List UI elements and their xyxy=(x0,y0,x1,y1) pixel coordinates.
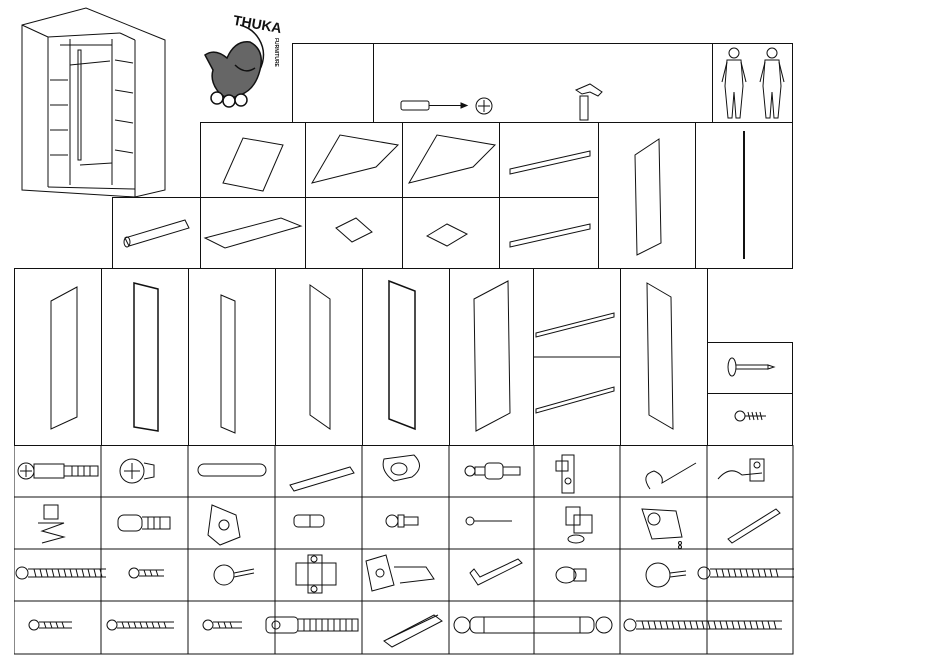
bushing-icon xyxy=(556,567,586,583)
part-flat-panel xyxy=(200,122,306,198)
flat-screw-icon xyxy=(386,515,418,527)
connector-bolt-icon xyxy=(465,463,520,479)
part-screw xyxy=(707,393,793,446)
side-panel xyxy=(101,268,189,446)
assembler-icon xyxy=(719,46,749,122)
rail-clip-icon xyxy=(642,509,682,549)
header-blank-cell xyxy=(292,43,374,123)
part-rod xyxy=(695,122,793,269)
rod-end-icon xyxy=(454,617,612,633)
side-panel xyxy=(362,268,450,446)
anchor-bolt-icon xyxy=(266,617,358,633)
side-panel xyxy=(449,268,534,446)
brand-name: THUKA xyxy=(231,11,284,37)
hardware-grid xyxy=(14,445,794,655)
side-panel xyxy=(620,268,708,446)
shelf-pin-icon xyxy=(294,515,324,527)
part-rail xyxy=(499,122,599,198)
brand-logo xyxy=(195,10,295,110)
short-screw-icon xyxy=(129,568,164,578)
part-nail xyxy=(707,342,793,394)
cam-lock-icon xyxy=(120,459,154,483)
side-panel xyxy=(14,268,102,446)
long-screw-icon xyxy=(16,567,106,579)
part-corner-panel xyxy=(402,122,500,198)
brand-tagline: FURNITURE xyxy=(273,38,279,67)
clamp-icon xyxy=(718,459,764,481)
part-tall-panel xyxy=(598,122,696,269)
part-tube xyxy=(112,197,201,269)
knob-icon xyxy=(214,565,254,585)
pin-icon xyxy=(466,517,512,525)
phillips-bit-icon xyxy=(474,96,494,116)
long-screw-icon xyxy=(624,619,782,631)
plate-icon xyxy=(208,505,240,545)
hammer-icon xyxy=(572,80,606,122)
screw-icon xyxy=(107,620,174,630)
bracket-icon xyxy=(556,455,574,493)
part-rail xyxy=(499,197,599,269)
part-corner-panel xyxy=(305,122,403,198)
side-panel-rails xyxy=(533,268,621,446)
expanding-dowel-icon xyxy=(118,515,170,531)
cam-bolt-icon xyxy=(18,463,98,479)
hex-key-icon xyxy=(470,559,522,585)
mounting-plate-icon xyxy=(296,555,336,593)
profile-icon xyxy=(384,615,442,647)
clip-icon xyxy=(383,455,419,481)
wardrobe-illustration xyxy=(20,5,170,200)
screw-icon xyxy=(29,620,72,630)
part-small-square-panel xyxy=(305,197,403,269)
assembler-icon xyxy=(757,46,787,122)
round-knob-icon xyxy=(646,563,686,587)
hinge-icon xyxy=(366,555,434,591)
spring-clip-icon xyxy=(38,505,64,543)
strip-icon xyxy=(290,467,354,491)
side-panel xyxy=(188,268,276,446)
hook-icon xyxy=(646,463,696,489)
tools-cell xyxy=(373,43,713,123)
part-long-shelf xyxy=(200,197,306,269)
short-rod-icon xyxy=(728,509,780,543)
side-panel xyxy=(275,268,363,446)
part-small-square-panel xyxy=(402,197,500,269)
assemblers-cell xyxy=(712,43,793,123)
screw-icon xyxy=(203,620,242,630)
screwdriver-icon xyxy=(399,99,469,113)
long-screw-icon xyxy=(698,567,794,579)
door-stop-icon xyxy=(566,507,592,543)
dowel-icon xyxy=(198,464,266,476)
